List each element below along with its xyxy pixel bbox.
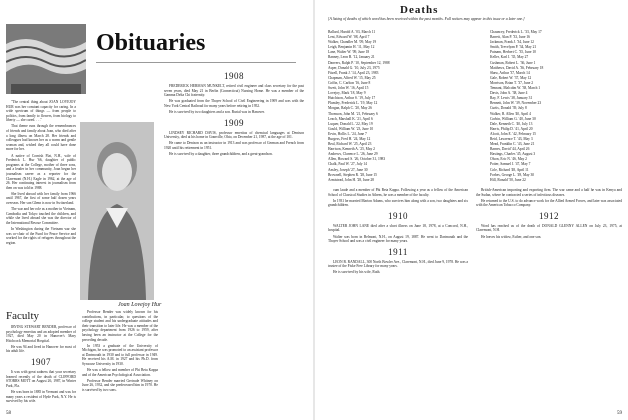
death-entry: Cushman, Robert L. '36, June 1 bbox=[490, 60, 536, 65]
paragraph: Professor Bender was widely known for his contributions, in particular, to questions of the college student and his undergraduate attitudes and their transition to later life. He was a member of the psychology department from 1926 to 1959, after having been an instructor at the College for the preceding decade. bbox=[82, 310, 158, 342]
flag-photo bbox=[6, 24, 86, 94]
death-entry: Asper, Donald G. '10, July 23, 1975 bbox=[328, 65, 380, 70]
paragraph: He was 94 and lived in Hanover for most of his adult life. bbox=[6, 344, 76, 354]
portrait-photo bbox=[80, 122, 154, 300]
death-entry: Barnes, David '44, April 26 bbox=[490, 147, 530, 152]
deaths-page bbox=[316, 0, 628, 420]
death-entry: Lane, Walter W. '09, June 18 bbox=[328, 50, 370, 55]
photo-caption: Joan Lovejoy Hur bbox=[118, 302, 162, 308]
year-heading: 1910 bbox=[388, 210, 408, 221]
faculty-heading: Faculty bbox=[6, 310, 39, 322]
death-entry: Morrison, Brian T. '37, June 2 bbox=[490, 80, 534, 85]
death-entry: Reid, Lawrence T. '43, May 3 bbox=[490, 136, 533, 141]
death-entry: Danvers, Ralph P. '10, September 12, 1988 bbox=[328, 60, 390, 65]
article-column bbox=[6, 100, 76, 302]
death-entry: Brownell, Stephen R. '28, June 15 bbox=[328, 172, 377, 177]
page-title: Obituaries bbox=[96, 30, 206, 56]
paragraph: Walter was born in Belmont, N.H., on August 19, 1887. He went to Dartmouth and the Thayer School and was a civil engineer for many years. bbox=[328, 234, 468, 244]
page-number: 58 bbox=[6, 411, 11, 416]
year-heading: 1912 bbox=[539, 210, 559, 221]
death-entry: Andrews, Clarence L. '26, June 29 bbox=[328, 152, 378, 157]
death-entry: Bennett, John W. '39, November 23 bbox=[490, 101, 542, 106]
paragraph: He is survived by his wife, Ruth. bbox=[333, 270, 381, 275]
paragraph: He was born in 1885 in Vermont and was for many years a resident of Hyde Park, N.Y. He is survived by his wife. bbox=[6, 389, 76, 404]
paragraph: A native of Cornish Flat, N.H., wife of Frederick L. Hur '66, daughter of public programs at the College, mother of three sons, and a leader in her community, Joan began her journalism career as a reporter for the Claremont (N.H.) Eagle in 1962, at the age of 26. Her continuing interest in journalism from then on was told in 1988. bbox=[6, 153, 76, 190]
death-entry: Olson, Eric N. '46, May 2 bbox=[490, 157, 527, 162]
death-entry: Davis, John A. '38, June 4 bbox=[490, 91, 528, 96]
death-entry: Chapman, Alfred W. '15, May 25 bbox=[328, 75, 376, 80]
death-entry: Chalk, Paul W. '27, July 14 bbox=[328, 162, 367, 167]
deaths-intro-note: [A listing of deaths of which word has been received within the past months. Full notices may appear in this issue or a later one.] bbox=[328, 17, 525, 21]
paragraph: It was with great sadness that your secretary learned recently of the death of CLIFFORD STORRS MOTT on August 26, 1987, in Winter Park, Fla. bbox=[6, 370, 76, 388]
death-entry: Ranney, Leon B. '12, January 21 bbox=[328, 55, 375, 60]
paragraph: He is survived by two daughters and a son. Burial was in Hanover. bbox=[169, 109, 265, 114]
death-entry: Leach, Marshall K. '21, April 6 bbox=[328, 116, 373, 121]
title-rule bbox=[96, 62, 296, 63]
paragraph: That theme runs through the remembrances of friends and family about Joan, who died after a long illness on March 28. Her friends and colleagues had known her as a warm and gentle woman and, wished they all could have done more for her. bbox=[6, 124, 76, 152]
death-entry: Harrison, Kenneth A. '25, May 2 bbox=[328, 147, 375, 152]
paragraph: He came to Denison as an instructor in 1913 and was professor of German and French from 1920 until his retirement in 1951. bbox=[164, 141, 304, 150]
death-entry: Smith, Trevelyan P. '34, May 21 bbox=[490, 45, 537, 50]
article-column bbox=[82, 310, 158, 410]
death-entry: Chauncey, Frederick L. '33, May 17 bbox=[490, 30, 542, 34]
death-entry: Mead, Franklin C. '43, June 21 bbox=[490, 142, 535, 147]
article-column bbox=[328, 188, 468, 410]
paragraph: In 1931 he married Marion Adams, who survives him along with a son, two daughters and six grandchildren. bbox=[328, 198, 468, 208]
death-entry: Ansley, Joseph '27, June 30 bbox=[328, 167, 368, 172]
death-entry: Ray, F. Lewis '38, January 31 bbox=[490, 96, 533, 101]
article-column bbox=[476, 188, 622, 410]
paragraph: He returned to the U.S. to do advance work for the Allied Armed Forces, and later was associated with the American Tobacco Company. bbox=[476, 198, 622, 208]
death-entry: Shaw, Arthur '37, March 14 bbox=[490, 70, 530, 75]
death-entry: Hastings, Charles '45, August 3 bbox=[490, 152, 536, 157]
paragraph: cum laude and a member of Phi Beta Kappa. Following a year as a fellow of the American School of Classical Studies in Athens, he was a member of the faculty. bbox=[328, 188, 468, 197]
death-entry: Corbin, William G. '40, June 30 bbox=[490, 116, 536, 121]
death-entry: Burgess, Fred H. '24, May 12 bbox=[328, 136, 371, 141]
death-entry: Allen, Howard S. '26, October 31, 1983 bbox=[328, 157, 386, 162]
death-entry: Leigh, Benjamin H. '11, May 12 bbox=[328, 45, 375, 50]
paragraph: IRVING STEWART BENDER, professor of psychology emeritus and an adopted member of 1927, died May 20 in Hanover's Mary Hitchcock Memorial Hospital. bbox=[6, 325, 76, 343]
death-entry: Keller, Karl J. '35, May 27 bbox=[490, 55, 529, 60]
death-entry: Lent, Edward W. '08, April 7 bbox=[328, 35, 370, 40]
deaths-list bbox=[328, 30, 466, 183]
death-entry: Putnam, Herbert C. '35, June 10 bbox=[490, 50, 536, 55]
paragraph: He was graduated from the Thayer School of Civil Engineering in 1909 and was with the New York Central Railroad for many years before retiring in 1952. bbox=[164, 99, 304, 108]
death-entry: Ballard, Harold A. '03, March 11 bbox=[328, 30, 376, 34]
death-entry: Coffin, C. Carlton '16, June 8 bbox=[328, 80, 371, 85]
death-entry: Lovejoy, Mark '18, May 9 bbox=[328, 91, 366, 96]
article-column bbox=[164, 68, 304, 408]
death-entry: Morgan, Ralph C. '20, May 26 bbox=[328, 106, 372, 111]
paragraph: FREDERICK HERMAN MUNKELT, retired civil engineer and class secretary for the past seven years, died May 21 in Berlin (Connecticut) Nursing Home. He was a member of the Gamma Delta Chi fraternity. bbox=[164, 84, 304, 98]
death-entry: Hutchison, Arthur S. '19, July 17 bbox=[328, 96, 376, 101]
death-entry: Thomson, John M. '21, February 6 bbox=[328, 111, 378, 116]
paragraph: Word has reached us of the death of DONALD GLENNY ALLEN on July 23, 1975, at Claremont, N.H. bbox=[476, 223, 622, 233]
death-entry: Beal, Richard W. '25, April 23 bbox=[328, 142, 372, 147]
death-entry: Swett, John W. '16, April 15 bbox=[328, 86, 369, 91]
death-entry: Harris, Philip D. '41, April 20 bbox=[490, 126, 533, 131]
death-entry: Curtis, Donald '39, July 8 bbox=[490, 106, 527, 111]
deaths-heading: Deaths bbox=[400, 4, 439, 16]
death-entry: Gould, William W. '23, June 10 bbox=[328, 126, 374, 131]
death-entry: Barrett, Alan P. '33, June 16 bbox=[490, 35, 530, 40]
death-entry: Hill, Ronald '50, June 22 bbox=[490, 177, 526, 182]
death-entry: Jackman, Frank J. '34, June 12 bbox=[490, 40, 534, 45]
deaths-list bbox=[490, 30, 628, 183]
paragraph: "The central thing about JOAN LOVEJOY HUR was her constant capacity for caring. In a wide spectrum of things — from people to politics, from family to flowers, from biology to liberty — she cared. . . ." bbox=[6, 100, 76, 123]
year-heading: 1909 bbox=[224, 117, 244, 128]
paragraph: LEON B. RANDALL, 300 North Bowler Ave., Claremont, N.H., died June 9, 1978. He was a trustee of the Fiske Free Library for many years. bbox=[328, 259, 468, 269]
paragraph: She lived abroad with her family from 1966 until 1967, the first of some half dozen years overseas. Her son Glenn is now in Switzerland. bbox=[6, 191, 76, 205]
death-entry: Luquer, Donald L. '22, May 19 bbox=[328, 121, 373, 126]
paragraph: British-American importing and exporting firm. The war came and a half he was in Kenya and the Sudan, where he contracted a series of infectious diseases. bbox=[476, 188, 622, 197]
death-entry: Dale, Kenneth C. '40, July 13 bbox=[490, 121, 533, 126]
death-entry: Tennant, Malcolm W. '38, March 1 bbox=[490, 86, 541, 91]
gutter bbox=[313, 0, 315, 420]
death-entry: Walker, Chandler M. '09, May 19 bbox=[328, 40, 377, 45]
paragraph: He was a fellow and member of Phi Beta Kappa and of the American Psychological Association. bbox=[82, 368, 158, 377]
death-entry: Alcott, John E. '42, February 15 bbox=[490, 131, 536, 136]
paragraph: LINDSEY RICHARD DAVIS, professor emeritus of chemical languages at Denison University, died at his home in Granville, Ohio, on December 21, 1987, at the age of 101. bbox=[164, 130, 304, 140]
paragraph: He leaves his widow, Esther, and one son. bbox=[481, 234, 542, 239]
page-number: 59 bbox=[617, 411, 622, 416]
year-heading: 1907 bbox=[31, 357, 51, 368]
paragraph: WALTER JOHN LANE died after a short illness on June 18, 1978, at a Concord, N.H., hospital. bbox=[328, 223, 468, 233]
year-heading: 1911 bbox=[388, 246, 408, 257]
death-entry: Fitzell, Frank J. '14, April 23, 1983 bbox=[328, 70, 379, 75]
paragraph: In Washington during the Vietnam war she was co-chair of the Fund for Peace Service and worked for the rights of refugees throughout the region. bbox=[6, 226, 76, 245]
paragraph: In 1953 a graduate of the University of Michigan, he was promoted to an assistant professor at Dartmouth in 1930 and to full professor in 1949. He received his A.M. in 1927 and his Ph.D. from Syracuse University in 1930. bbox=[82, 343, 158, 367]
paragraph: He is survived by a daughter, three grandchildren, and a great-grandson. bbox=[169, 151, 273, 156]
obituaries-page bbox=[0, 0, 312, 420]
death-entry: Ervin, Hollis L. '24, June 7 bbox=[328, 131, 367, 136]
death-entry: Forbes, George L. '49, May 30 bbox=[490, 172, 535, 177]
death-entry: Cole, Richard '48, April 11 bbox=[490, 167, 529, 172]
year-heading: 1908 bbox=[224, 71, 244, 81]
death-entry: Plumley, Frederick L. '19, May 12 bbox=[328, 101, 378, 106]
death-entry: Potter, Samuel J. '47, May 7 bbox=[490, 162, 531, 167]
death-entry: Matthews, David A. '36, February 18 bbox=[490, 65, 544, 70]
faculty-section bbox=[6, 306, 76, 410]
paragraph: The war and her role as a mother in Vietnam, Cambodia and Tokyo touched the children, and while she lived abroad she was the director of the International Rescue Committee. bbox=[6, 207, 76, 225]
death-entry: Walker, R. Allen '40, April 4 bbox=[490, 111, 531, 116]
death-entry: Armistead, John H. '28, June 28 bbox=[328, 177, 374, 182]
paragraph: Professor Bender married Gertrude Whitney on June 26, 1932, and she predeceased him in 1970. He is survived by two sons. bbox=[82, 378, 158, 392]
death-entry: Gale, Robert W. '37, May 12 bbox=[490, 75, 532, 80]
